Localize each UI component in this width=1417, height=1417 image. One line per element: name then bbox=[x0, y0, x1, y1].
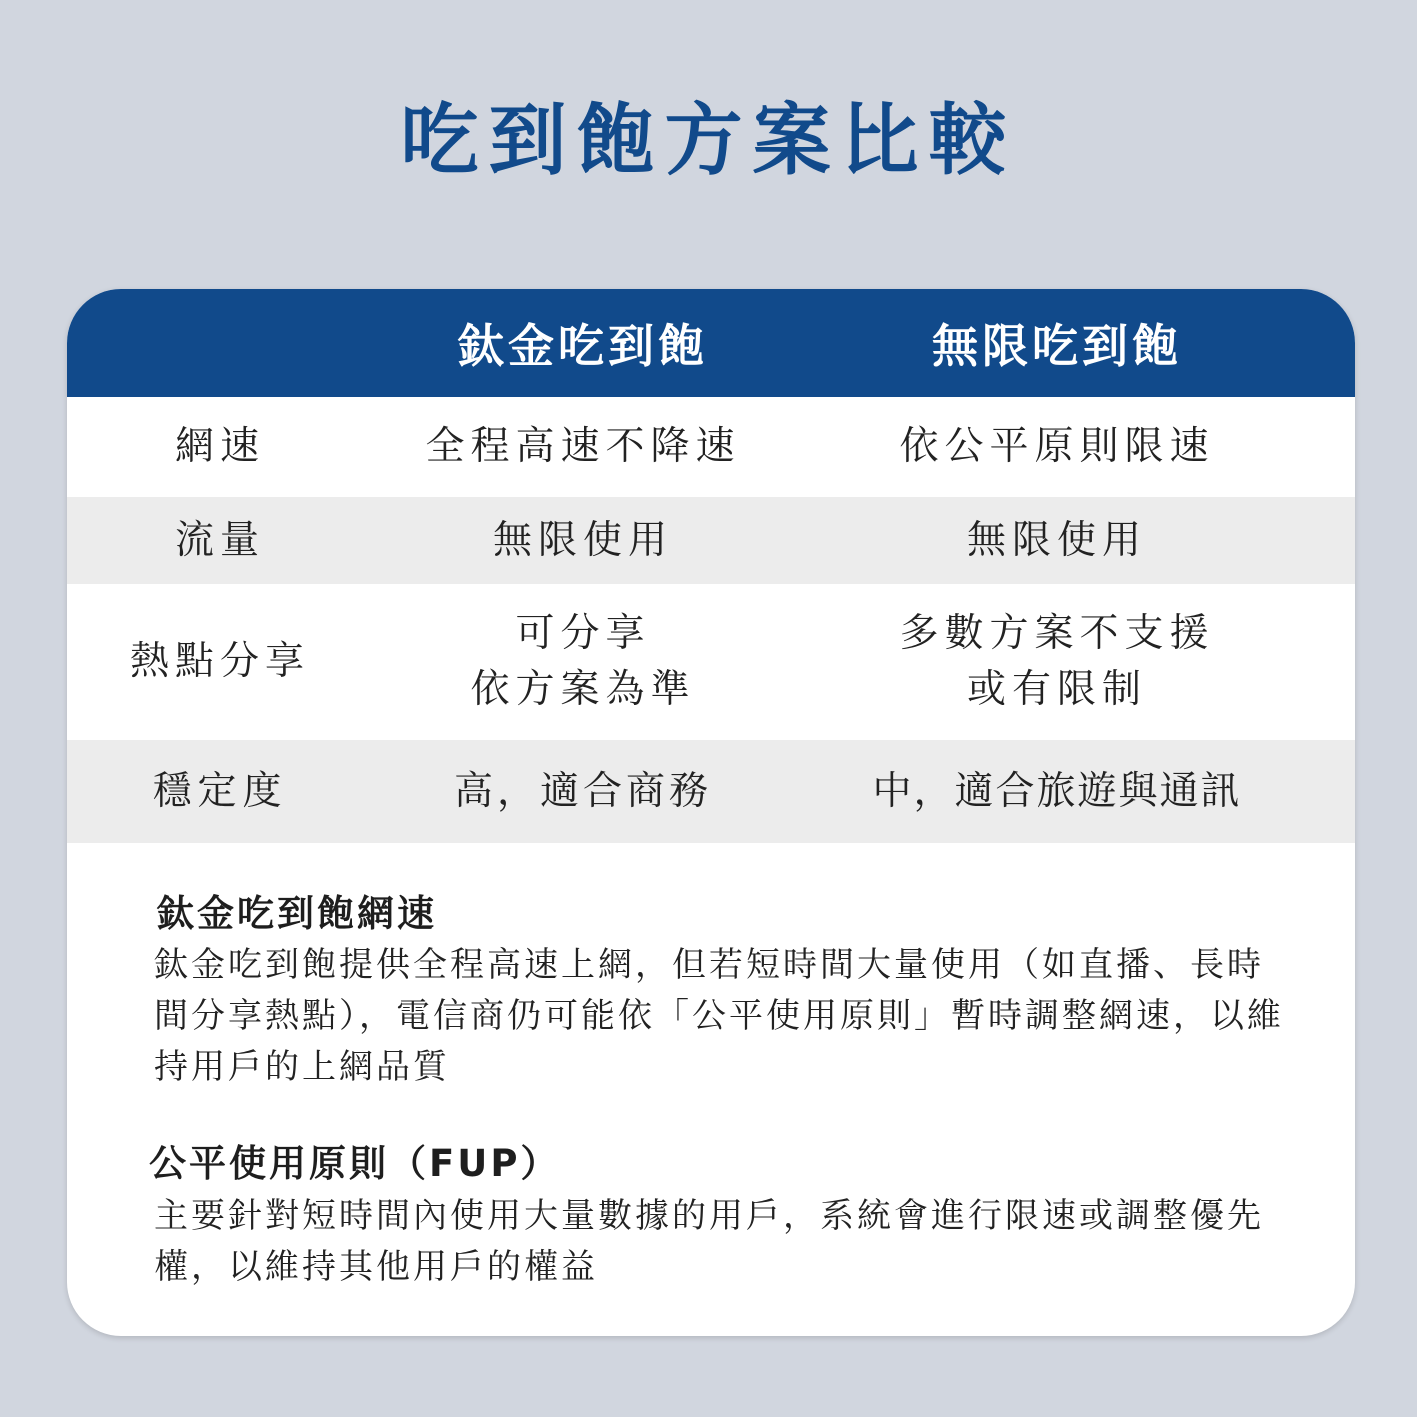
table-row bbox=[67, 584, 1355, 740]
header-titanium-plan: 鈦金吃到飽 bbox=[458, 319, 708, 373]
row-speed-unlimited: 依公平原則限速 bbox=[899, 424, 1215, 469]
table-header bbox=[67, 289, 1355, 397]
row-speed-titanium: 全程高速不降速 bbox=[425, 424, 741, 469]
row-stability-titanium: 高，適合商務 bbox=[453, 768, 712, 814]
row-label-stability: 穩定度 bbox=[152, 768, 288, 814]
table-row bbox=[67, 497, 1355, 584]
row-label-speed: 網速 bbox=[174, 424, 265, 469]
table-row bbox=[67, 397, 1355, 497]
row-stability-unlimited: 中，適合旅遊與通訊 bbox=[872, 768, 1242, 814]
header-empty bbox=[67, 289, 373, 397]
row-data-titanium: 無限使用 bbox=[492, 517, 673, 563]
row-data-unlimited: 無限使用 bbox=[966, 517, 1147, 563]
row-hotspot-titanium: 可分享 依方案為準 bbox=[470, 611, 696, 712]
row-label-data: 流量 bbox=[174, 517, 265, 563]
row-label-hotspot: 熱點分享 bbox=[129, 639, 310, 684]
note-text-titanium-speed: 鈦金吃到飽提供全程高速上網，但若短時間大量使用（如直播、長時間分享熱點），電信商仍可能依「公平使用原則」暫時調整網速，以維持用戶的上網品質 bbox=[154, 945, 1284, 1087]
note-text-fup: 主要針對短時間內使用大量數據的用戶，系統會進行限速或調整優先權，以維持其他用戶的權益 bbox=[154, 1196, 1264, 1287]
header-unlimited-plan: 無限吃到飽 bbox=[932, 319, 1182, 373]
table-row bbox=[67, 740, 1355, 843]
comparison-card bbox=[67, 289, 1355, 1336]
row-hotspot-unlimited: 多數方案不支援 或有限制 bbox=[899, 611, 1215, 712]
note-heading-titanium-speed: 鈦金吃到飽網速 bbox=[157, 892, 437, 935]
note-heading-fup: 公平使用原則（FUP） bbox=[149, 1142, 561, 1185]
page-title: 吃到飽方案比較 bbox=[400, 96, 1017, 186]
